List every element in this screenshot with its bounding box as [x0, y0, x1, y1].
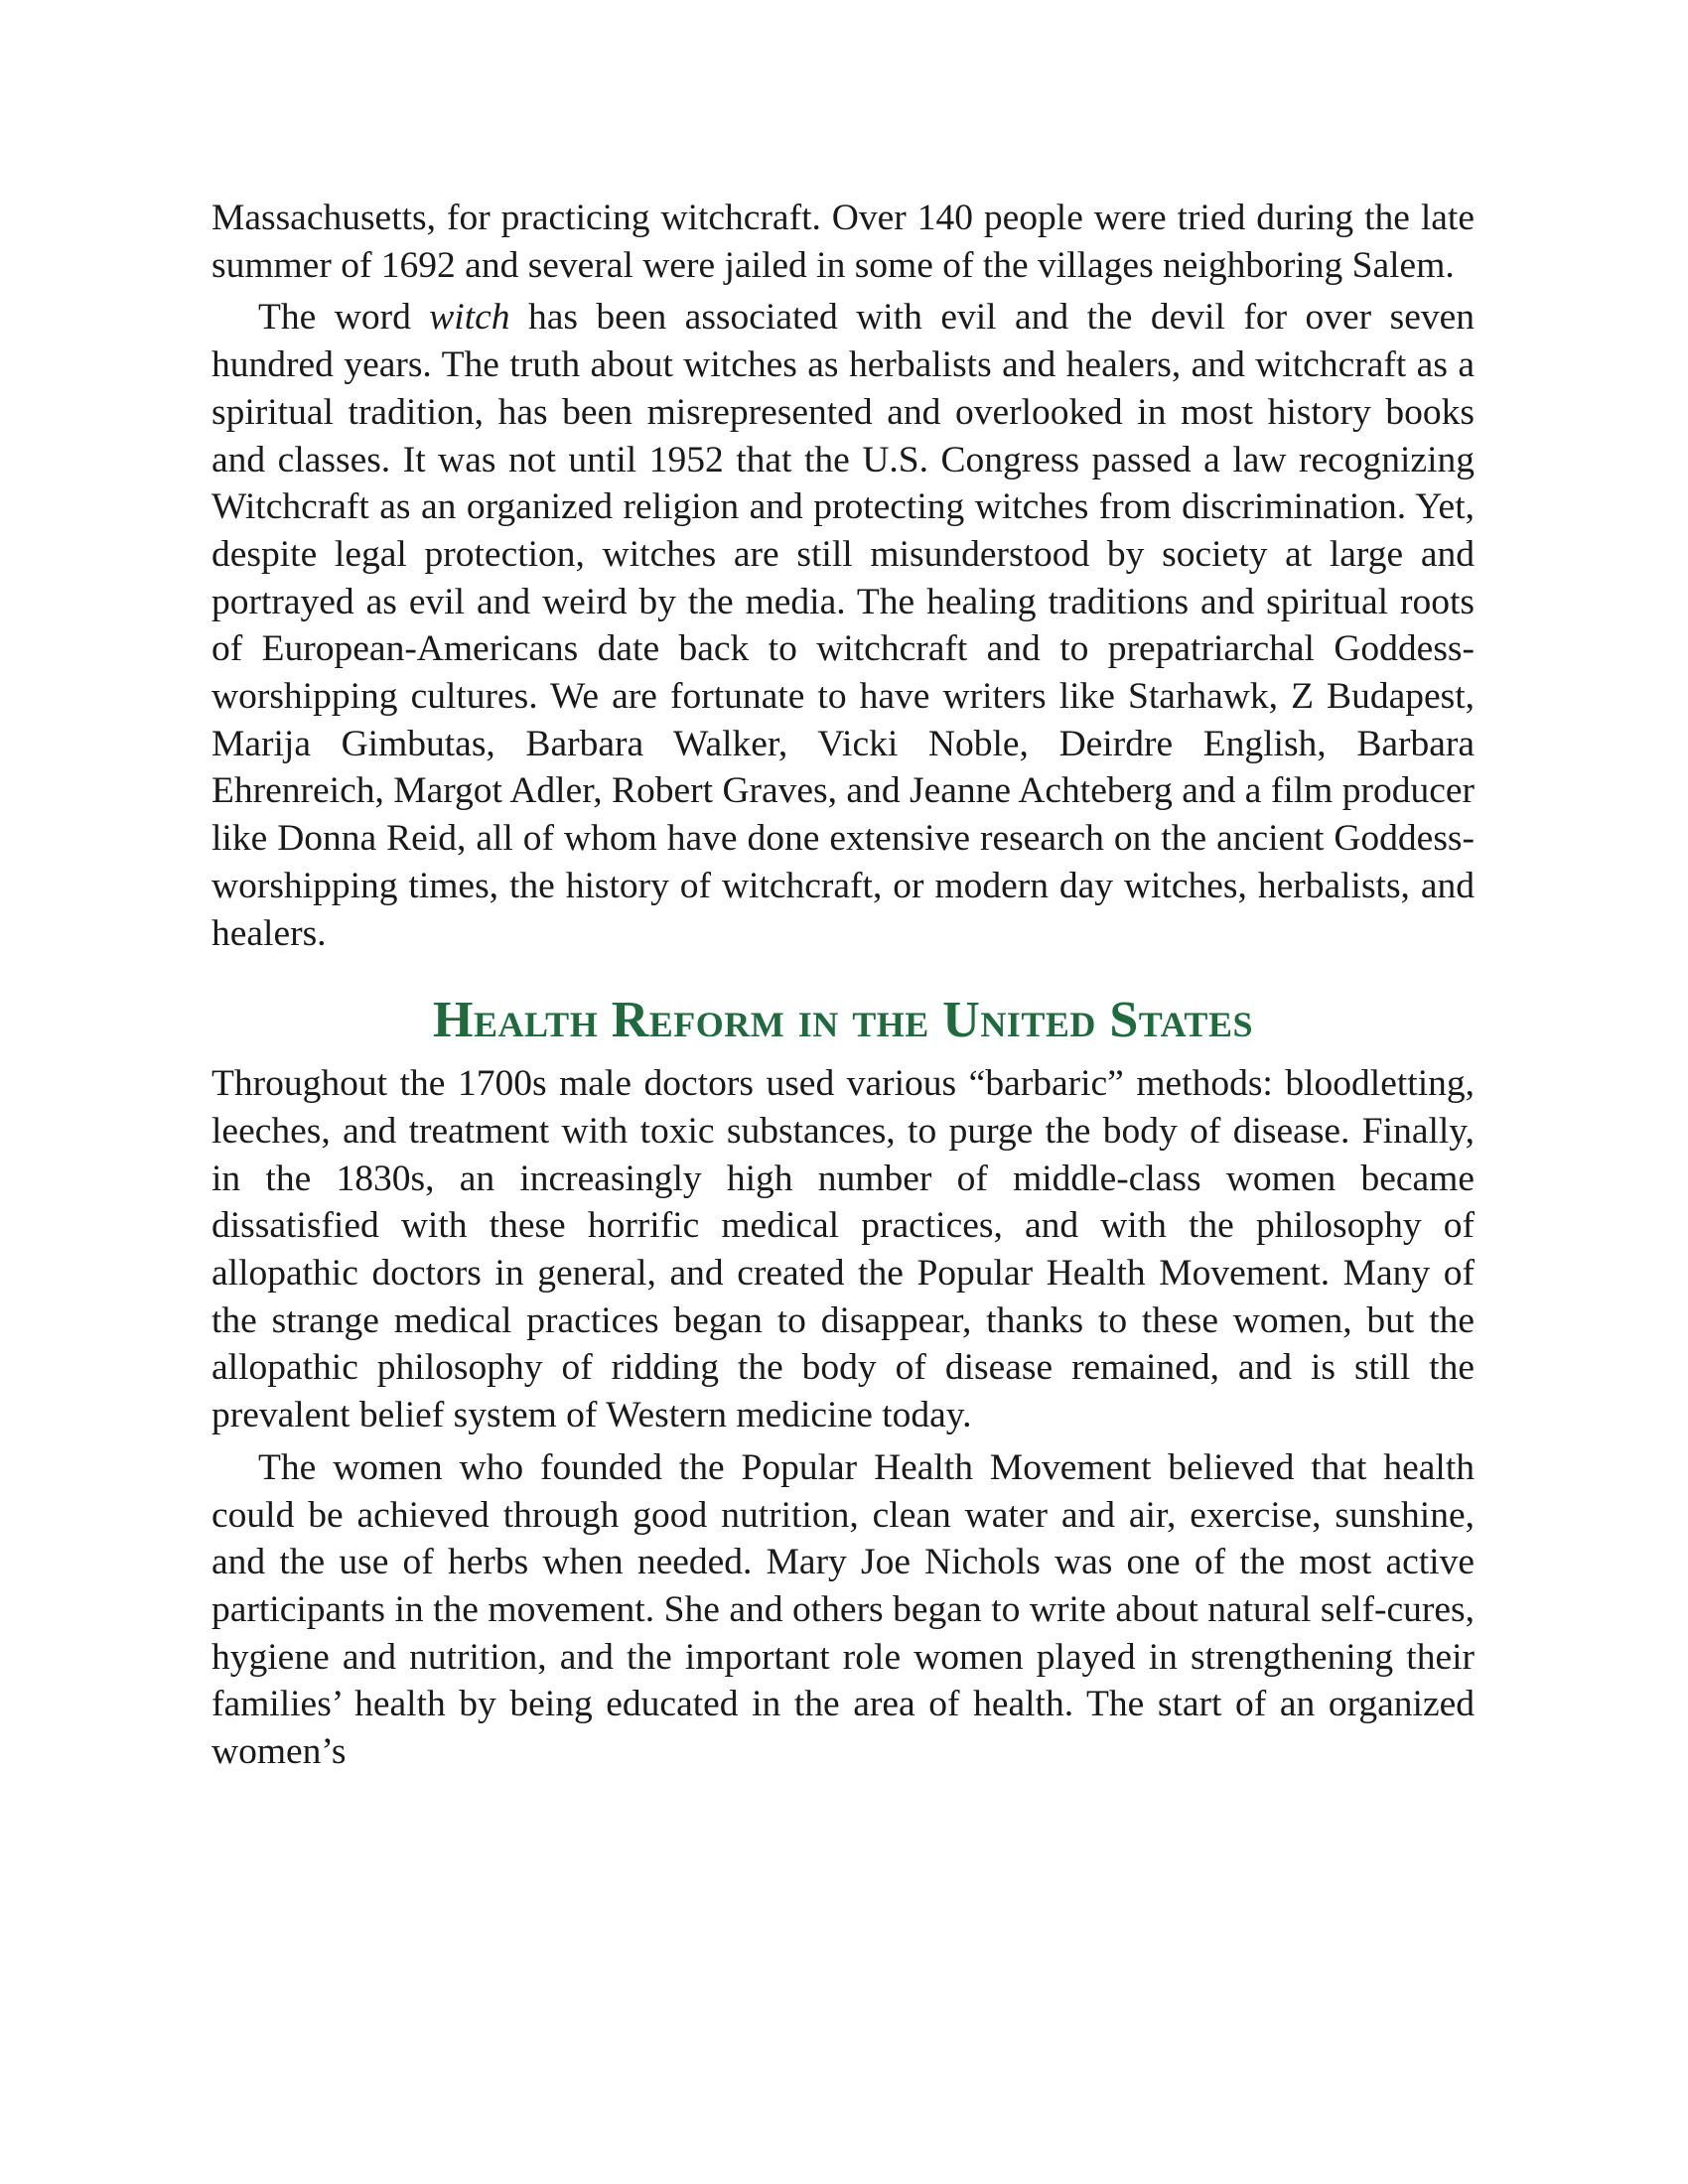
- section-heading: Health Reform in the United States: [433, 992, 1253, 1049]
- paragraph-witch-history: [211, 294, 1475, 957]
- paragraph-witch-history-intro: The word: [258, 297, 430, 339]
- page-body: [211, 195, 1475, 1776]
- paragraph-witch-history-body: has been associated with evil and the devil for over seven hundred years. The truth about witches as herbalists and healers, and witchcraft as a spiritual tradition, has been misrepresented and overlooked in most history books and classes. It was not until 1952 that the U.S. Congress passed a law recognizing Witchcraft as an organized religion and protecting witches from discrimination. Yet, despite legal protection, witches are still misunderstood by society at large and portrayed as evil and weird by the media. The healing traditions and spiritual roots of European-Americans date back to witchcraft and to prepatriarchal Goddess-worshipping cultures. We are fortunate to have writers like Starhawk, Z Budapest, Marija Gimbutas, Barbara Walker, Vicki Noble, Deirdre English, Barbara Ehrenreich, Margot Adler, Robert Graves, and Jeanne Achteberg and a film producer like Donna Reid, all of whom have done extensive research on the ancient Goddess-worshipping times, the history of witchcraft, or modern day witches, herbalists, and healers.: [211, 297, 1475, 954]
- paragraph-1700s-doctors: Throughout the 1700s male doctors used various “barbaric” methods: bloodletting, leeches, and treatment with toxic substances, to purge the body of disease. Finally, in the 1830s, an increasingly high number of middle-class women became dissatisfied with these horrific medical practices, and with the philosophy of allopathic doctors in general, and created the Popular Health Movement. Many of the strange medical practices began to disappear, thanks to these women, but the allopathic philosophy of ridding the body of disease remained, and is still the prevalent belief system of Western medicine today.: [211, 1063, 1475, 1436]
- paragraph-popular-health-movement: The women who founded the Popular Health Movement believed that health could be achieved through good nutrition, clean water and air, exercise, sunshine, and the use of herbs when needed. Mary Joe Nichols was one of the most active participants in the movement. She and others began to write about natural self-cures, hygiene and nutrition, and the important role women played in strengthening their families’ health by being educated in the area of health. The start of an organized women’s: [211, 1446, 1475, 1773]
- paragraph-salem-trials: Massachusetts, for practicing witchcraft. Over 140 people were tried during the late summer of 1692 and several were jailed in some of the villages neighboring Salem.: [211, 198, 1475, 286]
- italic-term-witch: witch: [429, 297, 510, 339]
